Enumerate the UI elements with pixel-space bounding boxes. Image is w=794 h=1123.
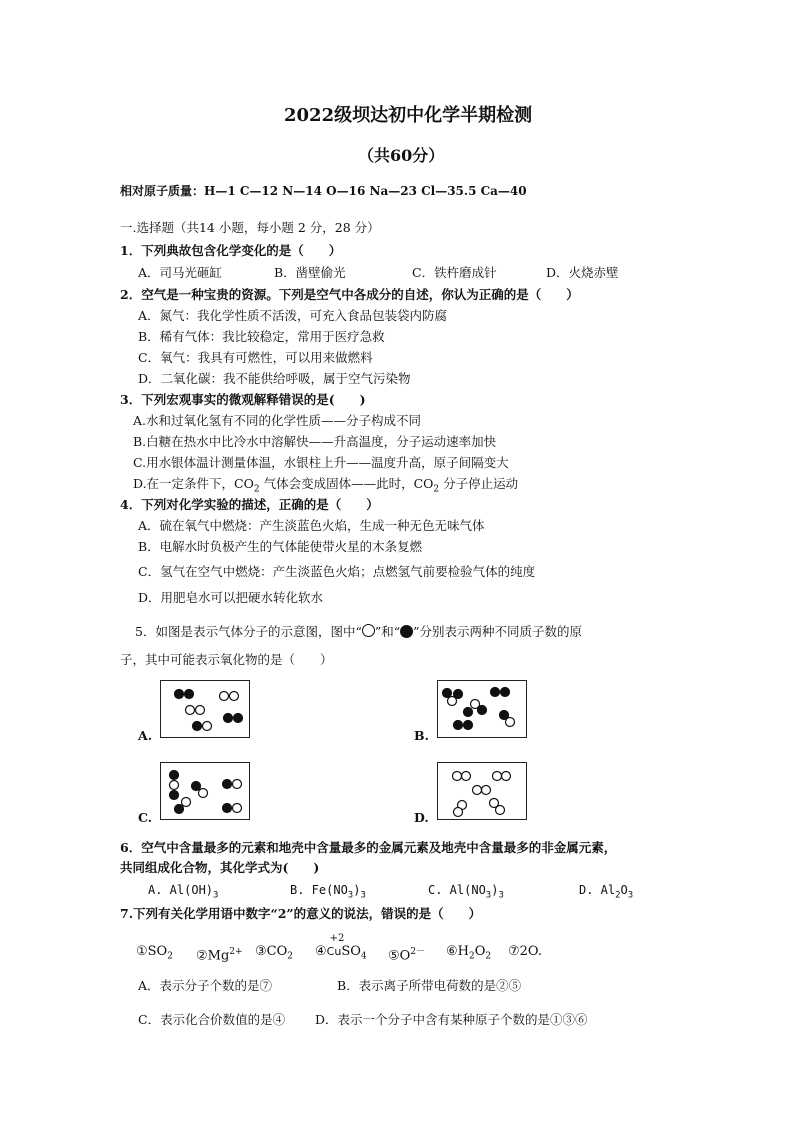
atom-black bbox=[193, 722, 202, 731]
atom-black bbox=[443, 689, 452, 698]
atom-white bbox=[493, 772, 502, 781]
q4-stem: 4．下列对化学实验的描述，正确的是（ ） bbox=[120, 497, 379, 512]
atom-black bbox=[175, 690, 184, 699]
q2-option-b: B．稀有气体：我比较稳定，常用于医疗急救 bbox=[138, 329, 385, 344]
atom-white bbox=[233, 780, 242, 789]
atom-black bbox=[175, 805, 184, 814]
atom-white bbox=[186, 706, 195, 715]
page-title: 2022级坝达初中化学半期检测 bbox=[284, 105, 533, 126]
atom-white bbox=[502, 772, 511, 781]
atom-white bbox=[203, 722, 212, 731]
atom-white bbox=[233, 804, 242, 813]
q6-option-a: A. $Al(OH)_3$ bbox=[148, 883, 219, 901]
q7-option-c: C．表示化合价数值的是④ bbox=[138, 1012, 286, 1027]
q5-option-b: B. bbox=[414, 728, 429, 743]
q4-option-b: B．电解水时负极产生的气体能使带火星的木条复燃 bbox=[138, 539, 423, 554]
atom-black bbox=[464, 708, 473, 717]
q5-option-c: C. bbox=[138, 810, 153, 825]
q2-option-c: C．氧气：我具有可燃性，可以用来做燃料 bbox=[138, 350, 373, 365]
atom-white bbox=[196, 706, 205, 715]
q1-option-a: A．司马光砸缸 bbox=[138, 265, 223, 280]
atom-black bbox=[478, 706, 487, 715]
q6-stem-line2: 共同组成化合物，其化学式为( ) bbox=[120, 860, 320, 875]
q6-option-c: C. $Al(NO_3)_3$ bbox=[428, 883, 504, 901]
q7-symbol-1: $①SO_2$ bbox=[136, 944, 173, 962]
q4-option-c: C．氢气在空气中燃烧：产生淡蓝色火焰；点燃氢气前要检验气体的纯度 bbox=[138, 564, 536, 579]
q2-option-a: A．氮气：我化学性质不活泼，可充入食品包装袋内防腐 bbox=[138, 308, 448, 323]
atom-black bbox=[491, 688, 500, 697]
q7-symbol-4: ④ +2 CuSO$_4$ bbox=[315, 933, 367, 962]
atom-white bbox=[473, 786, 482, 795]
q2-option-d: D．二氧化碳：我不能供给呼吸，属于空气污染物 bbox=[138, 371, 411, 386]
atom-black bbox=[170, 791, 179, 800]
q3-option-d: D.在一定条件下，$CO_2$ 气体会变成固体——此时，$CO_2$ 分子停止运动 bbox=[133, 476, 519, 495]
q4-option-d: D．用肥皂水可以把硬水转化软水 bbox=[138, 590, 324, 605]
atom-white bbox=[230, 692, 239, 701]
q1-option-c: C．铁杵磨成针 bbox=[412, 265, 497, 280]
q7-symbol-2: $②Mg^{2+}$ bbox=[196, 947, 243, 964]
q1-option-d: D．火烧赤壁 bbox=[546, 265, 619, 280]
q5-option-d: D. bbox=[414, 810, 429, 825]
q7-symbol-7: ⑦2O. bbox=[508, 944, 542, 959]
q7-symbol-6: $⑥H_2O_2$ bbox=[446, 944, 492, 962]
atom-white bbox=[496, 806, 505, 815]
q2-stem: 2．空气是一种宝贵的资源。下列是空气中各成分的自述，你认为正确的是（ ） bbox=[120, 287, 579, 302]
q3-option-c: C.用水银体温计测量体温，水银柱上升——温度升高，原子间隔变大 bbox=[133, 455, 509, 470]
q6-option-b: B. $Fe(NO_3)_3$ bbox=[290, 883, 366, 901]
atom-white bbox=[199, 789, 208, 798]
q5-stem-line2: 子，其中可能表示氧化物的是（ ） bbox=[120, 652, 333, 667]
atom-black bbox=[223, 804, 232, 813]
q7-symbol-5: $⑤O^{2-}$ bbox=[388, 947, 426, 964]
total-score: （共60分） bbox=[358, 146, 445, 165]
atom-black bbox=[224, 714, 233, 723]
q3-option-a: A.水和过氧化氢有不同的化学性质——分子构成不同 bbox=[133, 413, 422, 428]
atom-black bbox=[234, 714, 243, 723]
q7-option-a: A．表示分子个数的是⑦ bbox=[138, 978, 273, 993]
q6-stem: 6．空气中含量最多的元素和地壳中含量最多的金属元素及地壳中含量最多的非金属元素， bbox=[120, 840, 617, 855]
q1-option-b: B．凿壁偷光 bbox=[274, 265, 346, 280]
atom-white bbox=[506, 718, 515, 727]
section-heading: 一.选择题（共14 小题，每小题 2 分，28 分） bbox=[120, 220, 380, 235]
atom-white bbox=[454, 808, 463, 817]
q4-option-a: A．硫在氧气中燃烧：产生淡蓝色火焰，生成一种无色无味气体 bbox=[138, 518, 485, 533]
atom-white bbox=[220, 692, 229, 701]
q5-option-a: A. bbox=[138, 728, 153, 743]
atom-white bbox=[482, 786, 491, 795]
atom-black bbox=[185, 690, 194, 699]
atom-black bbox=[170, 771, 179, 780]
q7-option-d: D．表示一个分子中含有某种原子个数的是①③⑥ bbox=[315, 1012, 588, 1027]
atom-white bbox=[170, 781, 179, 790]
q7-symbol-3: $③CO_2$ bbox=[255, 944, 293, 962]
q6-option-d: D. $Al_2O_3$ bbox=[579, 883, 634, 901]
q3-option-b: B.白糖在热水中比冷水中溶解快——升高温度，分子运动速率加快 bbox=[133, 434, 497, 449]
atom-black bbox=[454, 690, 463, 699]
atom-white bbox=[453, 772, 462, 781]
atom-black bbox=[464, 721, 473, 730]
q1-stem: 1．下列典故包含化学变化的是（ ） bbox=[120, 243, 342, 258]
atom-black bbox=[223, 780, 232, 789]
atom-black bbox=[501, 688, 510, 697]
atom-black bbox=[454, 721, 463, 730]
atom-black bbox=[192, 782, 201, 791]
q7-stem: 7.下列有关化学用语中数字“2”的意义的说法，错误的是（ ） bbox=[120, 906, 482, 921]
q7-option-b: B．表示离子所带电荷数的是②⑤ bbox=[337, 978, 522, 993]
q5-stem: 5．如图是表示气体分子的示意图，图中“ ”和“ ”分别表示两种不同质子数的原 bbox=[135, 624, 583, 639]
q3-stem: 3．下列宏观事实的微观解释错误的是( ) bbox=[120, 392, 366, 407]
atom-white bbox=[462, 772, 471, 781]
atom-white bbox=[182, 798, 191, 807]
atomic-masses: 相对原子质量：H—1 C—12 N—14 O—16 Na—23 Cl—35.5 Ca—40 bbox=[120, 184, 527, 198]
